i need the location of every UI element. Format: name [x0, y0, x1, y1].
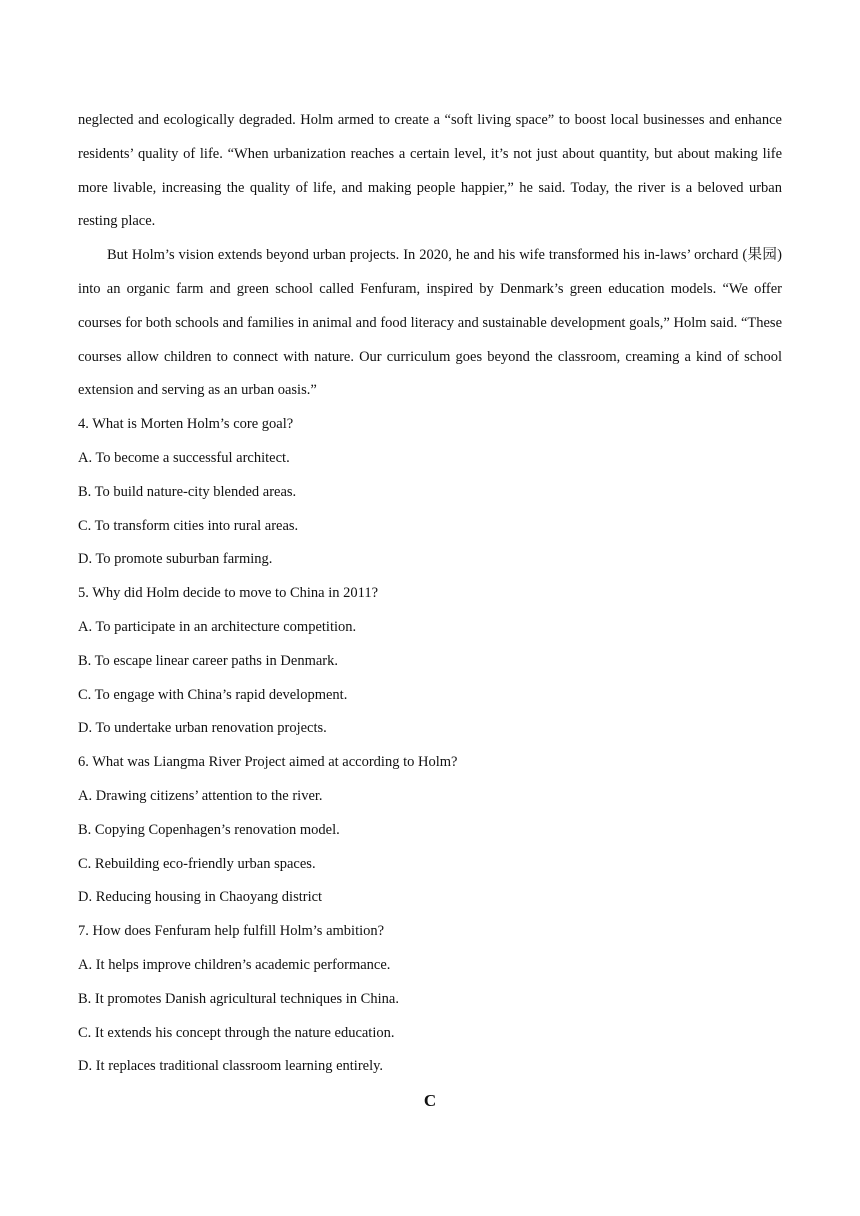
- option-d: D. Reducing housing in Chaoyang district: [78, 889, 323, 906]
- question-7: [78, 915, 782, 1084]
- option-b: B. To build nature-city blended areas.: [78, 483, 297, 500]
- question-stem: 5. Why did Holm decide to move to China in 2011?: [78, 585, 379, 602]
- option-d: D. To promote suburban farming.: [78, 551, 273, 568]
- option-c: C. Rebuilding eco-friendly urban spaces.: [78, 855, 316, 872]
- option-b: B. It promotes Danish agricultural techniques in China.: [78, 990, 399, 1007]
- question-4: [78, 408, 782, 577]
- question-stem: 6. What was Liangma River Project aimed at according to Holm?: [78, 754, 458, 771]
- option-a: A. To become a successful architect.: [78, 449, 290, 466]
- option-a: A. It helps improve children’s academic performance.: [78, 956, 391, 973]
- option-a: A. Drawing citizens’ attention to the river.: [78, 787, 323, 804]
- question-stem: 4. What is Morten Holm’s core goal?: [78, 416, 294, 433]
- option-b: B. Copying Copenhagen’s renovation model.: [78, 821, 340, 838]
- option-c: C. To transform cities into rural areas.: [78, 517, 299, 534]
- passage-paragraph-1: neglected and ecologically degraded. Holm armed to create a “soft living space” to boost local businesses and enhance residents’ quality of life. “When urbanization reaches a certain level, it’s not just about quantity, but about making life more livable, increasing the quality of life, and making people happier,” he said. Today, the river is a beloved urban resting place.: [78, 112, 782, 230]
- option-c: C. It extends his concept through the nature education.: [78, 1024, 395, 1041]
- option-c: C. To engage with China’s rapid development.: [78, 686, 348, 703]
- option-b: B. To escape linear career paths in Denmark.: [78, 652, 339, 669]
- question-stem: 7. How does Fenfuram help fulfill Holm’s ambition?: [78, 923, 385, 940]
- question-5: [78, 577, 782, 746]
- option-a: A. To participate in an architecture competition.: [78, 618, 357, 635]
- option-d: D. It replaces traditional classroom learning entirely.: [78, 1058, 384, 1075]
- question-6: [78, 746, 782, 915]
- section-heading: C: [423, 1091, 437, 1111]
- option-d: D. To undertake urban renovation projects.: [78, 720, 327, 737]
- passage-paragraph-2: But Holm’s vision extends beyond urban projects. In 2020, he and his wife transformed his in-laws’ orchard (果园) into an organic farm and green school called Fenfuram, inspired by Denmark’s green education models. “We offer courses for both schools and families in animal and food literacy and sustainable development goals,” Holm said. “These courses allow children to connect with nature. Our curriculum goes beyond the classroom, creaming a kind of school extension and serving as an urban oasis.”: [78, 247, 782, 399]
